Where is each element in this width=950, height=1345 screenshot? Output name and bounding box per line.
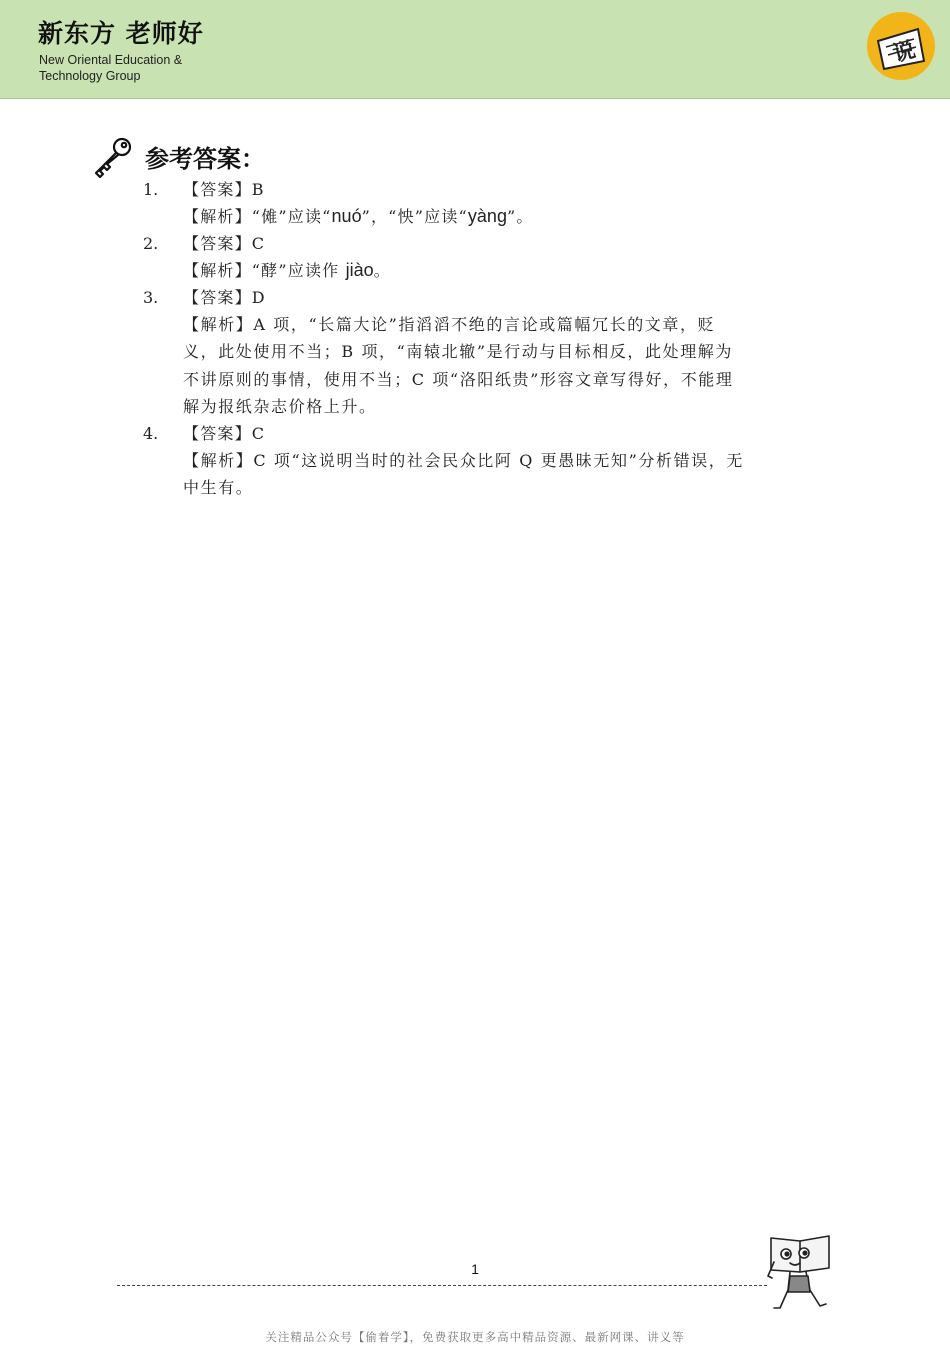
book-mascot-icon <box>766 1232 834 1316</box>
analysis-line: 解为报纸杂志价格上升。 <box>183 396 377 416</box>
footer-note: 关注精品公众号【偷着学】，免费获取更多高中精品资源、最新网课、讲义等 <box>265 1330 685 1344</box>
answer-line: 【答案】D <box>183 288 266 307</box>
section-title: 参考答案： <box>145 144 265 173</box>
answer-line: 【答案】C <box>183 424 266 444</box>
analysis-line: 【解析】“酵”应读作 jiào。 <box>183 260 391 280</box>
analysis-line: 义，此处使用不当；B 项，“南辕北辙”是行动与目标相反，此处理解为 <box>183 342 734 362</box>
key-icon <box>90 134 136 180</box>
brand-name-en <box>39 52 182 84</box>
item-number: 3. <box>143 288 159 307</box>
answer-item-1 <box>0 176 950 230</box>
brand-name-cn: 新东方 老师好 <box>38 19 204 48</box>
page-number: 1 <box>471 1261 479 1277</box>
brand-en-line-2: Technology Group <box>39 69 141 83</box>
item-number: 2. <box>143 234 159 253</box>
answer-line: 【答案】B <box>183 180 265 199</box>
pinyin: nuó <box>331 206 362 226</box>
brand-logo-icon <box>866 11 936 81</box>
page-header <box>0 0 950 99</box>
answer-item-2 <box>0 230 950 284</box>
answer-line: 【答案】C <box>183 234 266 253</box>
analysis-line: 【解析】“傩”应读“nuó”，“怏”应读“yàng”。 <box>183 206 534 226</box>
pinyin: jiào <box>345 260 374 280</box>
answer-item-4 <box>0 420 950 502</box>
pinyin: yàng <box>467 206 507 226</box>
footer-divider <box>117 1285 767 1286</box>
analysis-line: 【解析】A 项，“长篇大论”指滔滔不绝的言论或篇幅冗长的文章，贬 <box>183 315 716 334</box>
logo-char: 说 <box>890 37 919 68</box>
answer-list <box>0 176 950 502</box>
brand-en-line-1: New Oriental Education & <box>39 53 183 67</box>
item-number: 4. <box>143 424 159 444</box>
item-number: 1. <box>143 180 159 199</box>
analysis-line: 不讲原则的事情，使用不当；C 项“洛阳纸贵”形容文章写得好，不能理 <box>183 369 734 389</box>
analysis-line: 中生有。 <box>183 478 254 498</box>
analysis-line: 【解析】C 项“这说明当时的社会民众比阿 Q 更愚昧无知”分析错误，无 <box>183 451 744 471</box>
answer-item-3 <box>0 284 950 420</box>
